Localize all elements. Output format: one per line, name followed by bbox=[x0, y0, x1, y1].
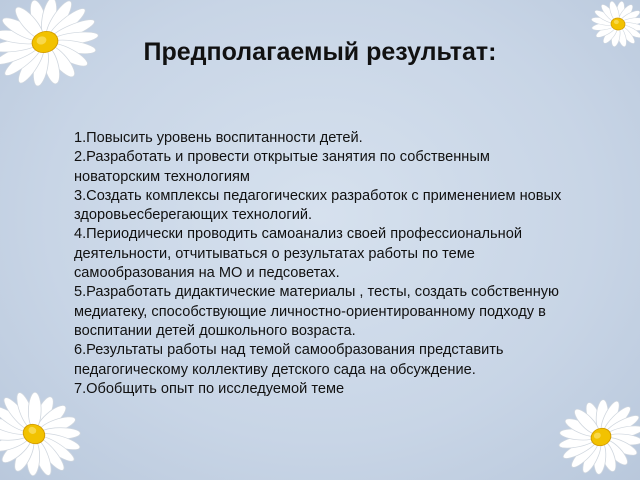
list-item: 6.Результаты работы над темой самообразования представить педагогическому коллективу детского сада на обсуждение. bbox=[74, 342, 504, 378]
daisy-icon bbox=[0, 384, 84, 480]
list-item: 3.Создать комплексы педагогических разработок с применением новых здоровьесберегающих технологий. bbox=[74, 187, 562, 224]
list-item: 4.Периодически проводить самоанализ своей профессиональной деятельности, отчитываться о результатах работы по теме самообразования на МО и педсоветах. bbox=[74, 226, 522, 282]
slide-title: Предполагаемый результат: bbox=[143, 38, 497, 66]
list-item: 2.Разработать и провести открытые занятия по собственным новаторским технологиям bbox=[74, 149, 490, 185]
list-item: 7.Обобщить опыт по исследуемой теме bbox=[74, 380, 345, 397]
list-item: 5.Разработать дидактические материалы , тесты, создать собственную медиатеку, способствующие личностно-ориентированному подходу в воспитании детей дошкольного возраста. bbox=[74, 284, 560, 339]
list-item: 1.Повысить уровень воспитанности детей. bbox=[74, 130, 363, 146]
result-list bbox=[74, 129, 574, 399]
daisy-icon bbox=[556, 392, 640, 480]
